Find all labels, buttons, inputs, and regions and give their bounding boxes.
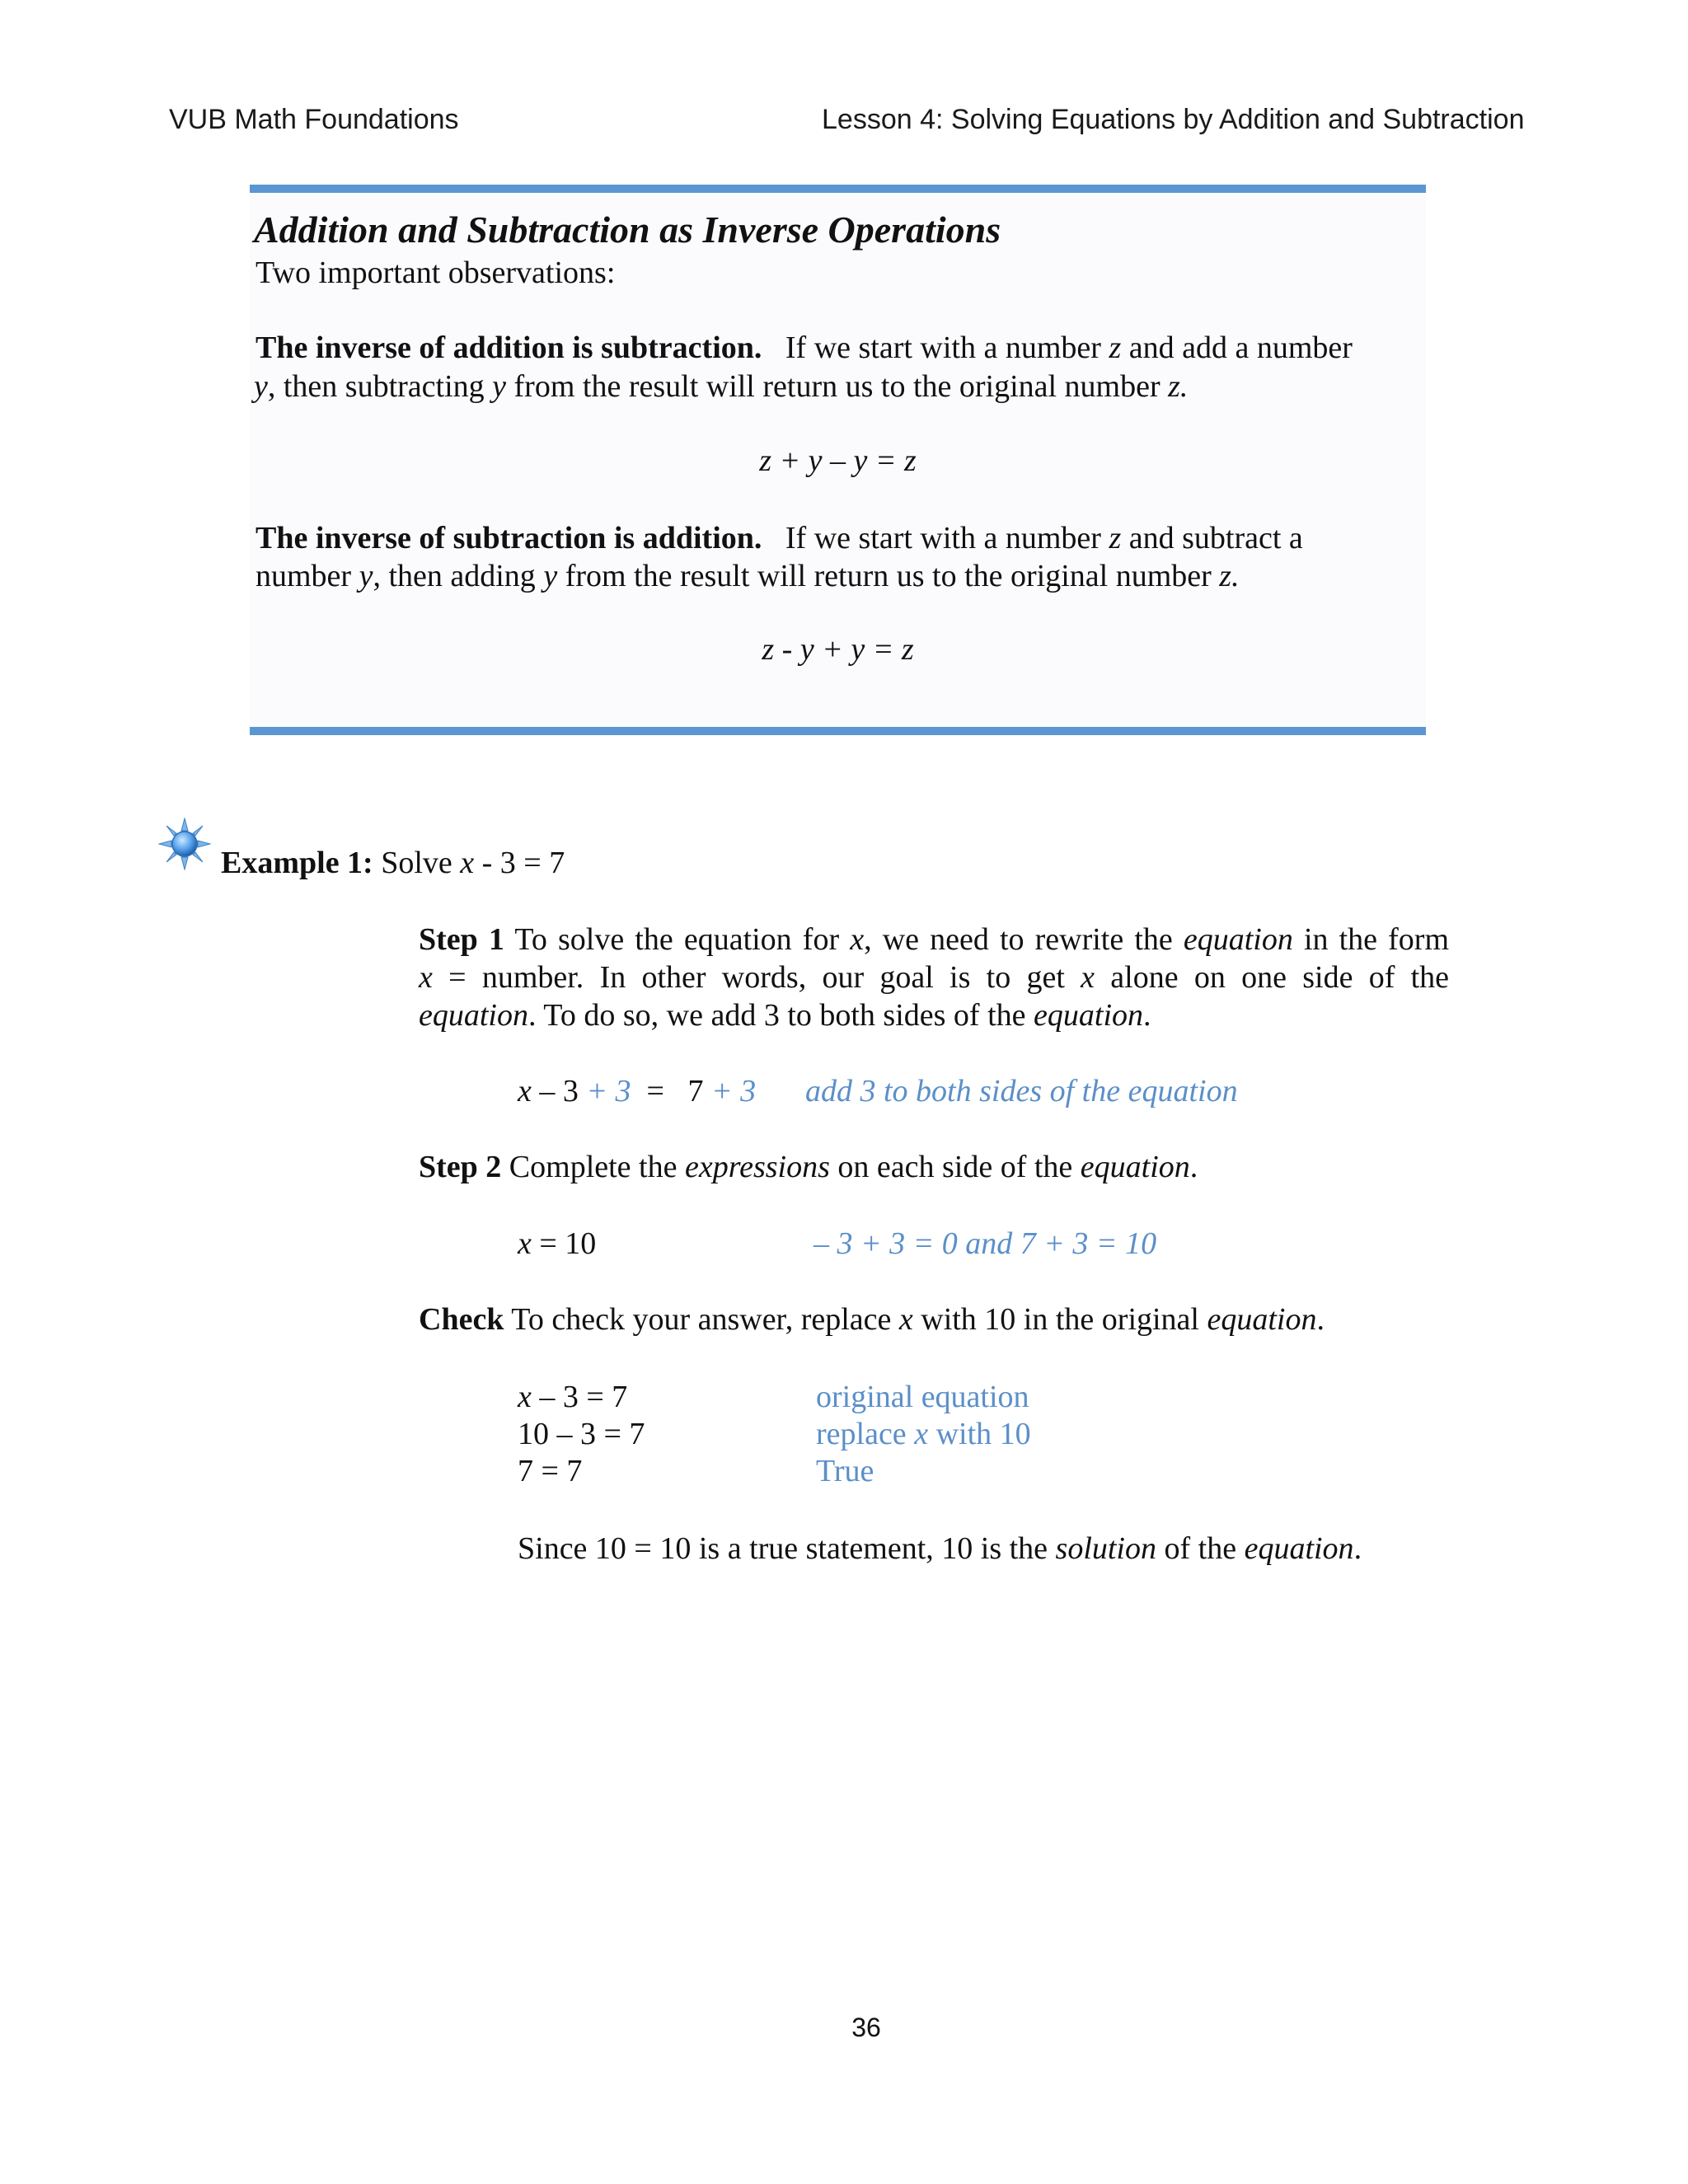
check-row-2-note-a: replace <box>816 1417 915 1451</box>
check-row-2-expr: 10 – 3 = 7 <box>518 1417 645 1451</box>
obs2-bold: The inverse of subtraction is addition. <box>256 521 762 555</box>
conclusion-equation: equation <box>1244 1531 1354 1566</box>
obs1-formula: z + y – y = z <box>759 443 917 478</box>
step2-text-b: on each side of the <box>837 1150 1073 1184</box>
obs1-var-y2: y <box>492 369 507 404</box>
obs2-text-d: , then adding <box>373 559 536 593</box>
step1-eq-add1: + 3 <box>586 1074 631 1108</box>
step2-line <box>419 1148 1198 1186</box>
obs1-text-d: from the result will return us to the original number <box>513 369 1160 404</box>
section-title: Addition and Subtraction as Inverse Operations <box>254 209 1001 251</box>
obs1-text-a: If we start with a number <box>785 330 1101 365</box>
obs2-formula: z - y + y = z <box>762 632 914 667</box>
step1-var-x3: x <box>1081 960 1095 995</box>
check-row-3-note: True <box>816 1454 874 1488</box>
obs2-text-b: and subtract a <box>1128 521 1303 555</box>
conclusion-solution: solution <box>1055 1531 1156 1566</box>
check-row-2-note-var: x <box>914 1417 929 1451</box>
obs1-var-y: y <box>254 369 268 404</box>
step2-eq-rest: = 10 <box>539 1226 597 1261</box>
check-row-1-var: x <box>518 1380 532 1414</box>
example-rest: - 3 = 7 <box>481 846 565 880</box>
step2-eq-var: x <box>518 1226 532 1261</box>
obs1-var-z2: z. <box>1168 369 1189 404</box>
step1-equation <box>518 1072 756 1110</box>
check-row-1-text: – 3 = 7 <box>539 1380 628 1414</box>
conclusion-text-a: Since 10 = 10 is a true statement, 10 is the <box>518 1531 1048 1566</box>
step1-eq-right: 7 <box>687 1074 704 1108</box>
check-line <box>419 1301 1325 1338</box>
check-text-a: To check your answer, replace <box>511 1302 892 1337</box>
step1-equation-word: equation <box>1183 922 1293 957</box>
step1-equation-word2: equation <box>419 998 528 1033</box>
step2-label: Step 2 <box>419 1150 502 1184</box>
step1-text-b: , we need to rewrite the <box>864 922 1173 957</box>
step1-text-g: . <box>1143 998 1151 1033</box>
check-text-b: with 10 in the original <box>921 1302 1199 1337</box>
check-row-2-note-b: with 10 <box>928 1417 1031 1451</box>
step1-label: Step 1 <box>419 922 504 957</box>
sun-icon <box>158 818 211 870</box>
step1-var-x2: x <box>419 960 433 995</box>
conclusion <box>518 1530 1362 1568</box>
example-heading <box>221 844 565 882</box>
header-right: Lesson 4: Solving Equations by Addition and Subtraction <box>822 104 1525 135</box>
obs2-line1 <box>256 519 1303 557</box>
conclusion-text-c: . <box>1353 1531 1362 1566</box>
step1-eq-add2: + 3 <box>710 1074 757 1108</box>
check-label: Check <box>419 1302 504 1337</box>
obs2-text-e: from the result will return us to the original number <box>565 559 1212 593</box>
example-label: Example 1: <box>221 846 373 880</box>
obs1-line2 <box>254 368 1188 405</box>
bottom-rule <box>250 727 1426 735</box>
top-rule <box>250 185 1426 193</box>
step1-line1 <box>419 921 1449 958</box>
step1-text-e: alone on one side of the <box>1110 960 1450 995</box>
conclusion-text-b: of the <box>1164 1531 1237 1566</box>
step2-expressions: expressions <box>684 1150 830 1184</box>
check-equation-word: equation <box>1207 1302 1317 1337</box>
check-text-c: . <box>1316 1302 1325 1337</box>
obs2-var-y2: y <box>543 559 558 593</box>
step1-text-c: in the form <box>1303 922 1450 957</box>
step1-line3 <box>419 996 1151 1034</box>
example-prefix: Solve <box>381 846 452 880</box>
obs1-text-c: , then subtracting <box>267 369 485 404</box>
step2-text-c: . <box>1189 1150 1198 1184</box>
check-row-3-expr: 7 = 7 <box>518 1454 583 1488</box>
step1-eq-equals: = <box>646 1074 664 1108</box>
obs1-var-z: z <box>1109 330 1122 365</box>
step1-var-x: x <box>850 922 865 957</box>
step2-equation <box>518 1225 596 1263</box>
step1-line2 <box>419 958 1449 996</box>
check-var-x: x <box>898 1302 913 1337</box>
step1-eq-left: – 3 <box>539 1074 579 1108</box>
step2-eq-note: – 3 + 3 = 0 and 7 + 3 = 10 <box>814 1226 1157 1261</box>
check-row-1-note: original equation <box>816 1380 1029 1414</box>
obs2-text-a: If we start with a number <box>785 521 1101 555</box>
header-left: VUB Math Foundations <box>169 104 459 135</box>
step1-text-d: = number. In other words, our goal is to get <box>448 960 1065 995</box>
step1-equation-word3: equation <box>1034 998 1143 1033</box>
example-var: x <box>460 846 475 880</box>
step2-equation-word: equation <box>1080 1150 1190 1184</box>
section-intro: Two important observations: <box>256 255 616 290</box>
check-row-1-expr <box>518 1378 627 1416</box>
obs2-var-y: y <box>359 559 373 593</box>
step2-text-a: Complete the <box>509 1150 678 1184</box>
step1-text-a: To solve the equation for <box>514 922 840 957</box>
obs2-var-z2: z. <box>1219 559 1240 593</box>
obs2-text-c: number <box>256 559 352 593</box>
step1-eq-var: x <box>518 1074 532 1108</box>
obs2-line2 <box>256 557 1240 595</box>
obs2-var-z: z <box>1109 521 1122 555</box>
step1-eq-note: add 3 to both sides of the equation <box>805 1074 1238 1108</box>
check-row-2-note <box>816 1415 1031 1453</box>
step1-text-f: . To do so, we add 3 to both sides of the <box>528 998 1026 1033</box>
obs1-line1 <box>256 329 1353 367</box>
obs1-text-b: and add a number <box>1128 330 1353 365</box>
page-number: 36 <box>851 2013 881 2042</box>
obs1-bold: The inverse of addition is subtraction. <box>256 330 762 365</box>
